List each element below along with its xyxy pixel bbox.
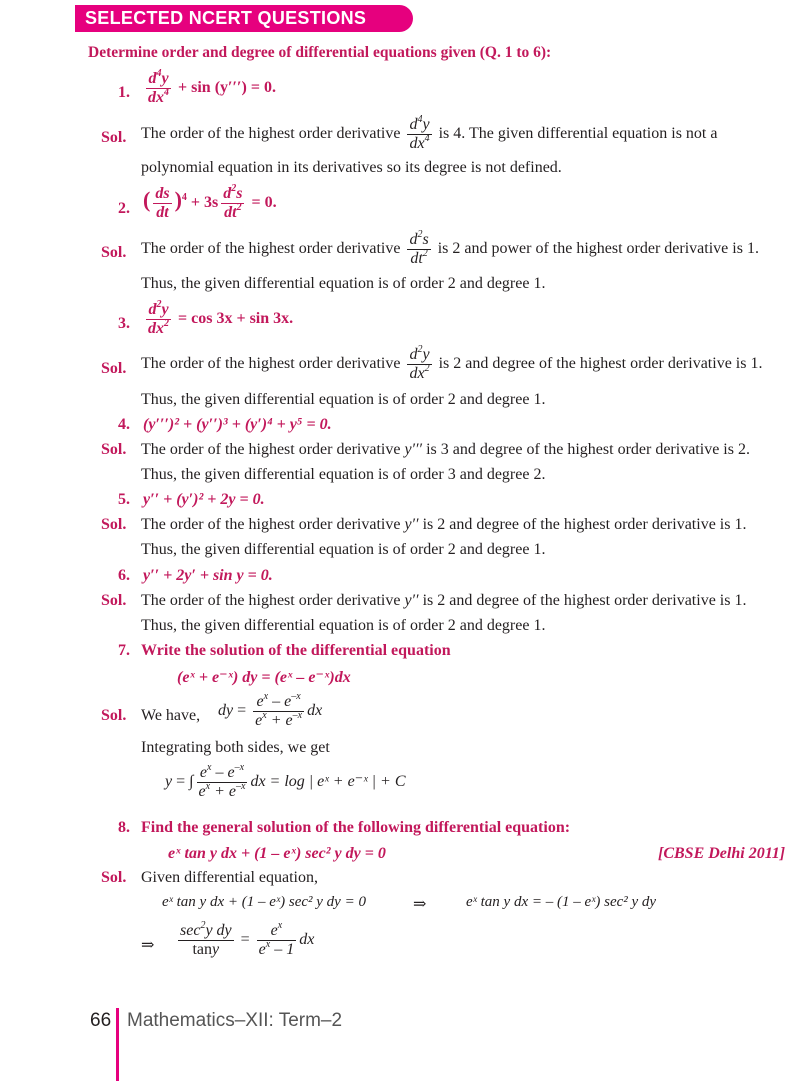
page-number: 66 <box>90 1010 112 1031</box>
q5-equation: y′′ + (y′)² + 2y = 0. <box>143 491 265 508</box>
q4-equation: (y′′′)² + (y′′)³ + (y′)⁴ + y⁵ = 0. <box>143 416 332 433</box>
s8-eq2: eˣ tan y dx = – (1 – eˣ) sec² y dy <box>466 894 657 910</box>
intro-heading: Determine order and degree of differential equations given (Q. 1 to 6): <box>88 44 552 61</box>
sol-label: Sol. <box>101 360 127 377</box>
q7-title: Write the solution of the differential equation <box>141 642 451 659</box>
q8-number: 8. <box>118 819 130 836</box>
s8-eq3: $\frac{\sec^2y dy}{\tan y}$ = $\frac{e^x}{e^x - 1}$ dx <box>180 920 315 958</box>
s4-line1: The order of the highest order derivative y′′′ is 3 and degree of the highest order derivative is 2. <box>141 441 750 458</box>
s1-line1: The order of the highest order derivative $\frac{d^4y}{dx^4}$ is 4. The given differential equation is not a <box>141 114 718 152</box>
s3-line1: The order of the highest order derivative $\frac{d^2y}{dx^2}$ is 2 and degree of the highest order derivative is 1. <box>141 344 763 382</box>
q8-equation: eˣ tan y dx + (1 – eˣ) sec² y dy = 0 <box>168 845 386 862</box>
sol-label: Sol. <box>101 707 127 724</box>
s8-arrow-1: ⇒ <box>413 896 427 913</box>
q3-number: 3. <box>118 315 130 332</box>
q6-equation: y′′ + 2y′ + sin y = 0. <box>143 567 273 584</box>
sol-label: Sol. <box>101 441 127 458</box>
s7-eq2: y = ∫ $\frac{e^x - e^{-x}}{e^x + e^{-x}}$ dx = log | eˣ + e⁻ˣ | + C <box>165 762 406 800</box>
s8-arrow-2: ⇒ <box>141 937 155 954</box>
s8-eq1: eˣ tan y dx + (1 – eˣ) sec² y dy = 0 <box>162 894 366 910</box>
sol-label: Sol. <box>101 129 127 146</box>
s6-line2: Thus, the given differential equation is of order 2 and degree 1. <box>141 617 546 634</box>
sol-label: Sol. <box>101 244 127 261</box>
s7-eq1: dy = $\frac{e^x - e^{-x}}{e^x + e^{-x}}$ dx <box>218 691 323 729</box>
q1-equation: $\frac{d^4y}{dx^4}$ + sin (y′′′) = 0. <box>148 68 276 106</box>
s2-line2: Thus, the given differential equation is of order 2 and degree 1. <box>141 275 546 292</box>
sol-label: Sol. <box>101 869 127 886</box>
footer-divider <box>116 1008 119 1081</box>
q2-number: 2. <box>118 200 130 217</box>
q2-equation: ( $\frac{ds}{dt}$ )$^4$ + 3s $\frac{d^2s}{dt^2}$ = 0. <box>143 183 277 221</box>
s2-line1: The order of the highest order derivative $\frac{d^2s}{dt^2}$ is 2 and power of the highest order derivative is 1. <box>141 229 759 267</box>
q6-number: 6. <box>118 567 130 584</box>
q3-equation: $\frac{d^2y}{dx^2}$ = cos 3x + sin 3x. <box>148 299 294 337</box>
q4-number: 4. <box>118 416 130 433</box>
s6-line1: The order of the highest order derivative y′′ is 2 and degree of the highest order derivative is 1. <box>141 592 747 609</box>
s5-line2: Thus, the given differential equation is of order 2 and degree 1. <box>141 541 546 558</box>
q5-number: 5. <box>118 491 130 508</box>
sol-label: Sol. <box>101 516 127 533</box>
s7-integrate: Integrating both sides, we get <box>141 739 330 756</box>
q7-equation: (eˣ + e⁻ˣ) dy = (eˣ – e⁻ˣ)dx <box>177 669 351 686</box>
q8-reference: [CBSE Delhi 2011] <box>658 845 786 862</box>
sol-label: Sol. <box>101 592 127 609</box>
section-banner: SELECTED NCERT QUESTIONS <box>75 5 413 32</box>
s7-we-have: We have, <box>141 707 201 724</box>
s3-line2: Thus, the given differential equation is of order 2 and degree 1. <box>141 391 546 408</box>
s8-given: Given differential equation, <box>141 869 318 886</box>
q1-number: 1. <box>118 84 130 101</box>
book-title: Mathematics–XII: Term–2 <box>127 1010 343 1031</box>
s1-line2: polynomial equation in its derivatives so its degree is not defined. <box>141 159 562 176</box>
s5-line1: The order of the highest order derivative y′′ is 2 and degree of the highest order derivative is 1. <box>141 516 747 533</box>
q8-title: Find the general solution of the following differential equation: <box>141 819 571 836</box>
s4-line2: Thus, the given differential equation is of order 3 and degree 2. <box>141 466 546 483</box>
q7-number: 7. <box>118 642 130 659</box>
